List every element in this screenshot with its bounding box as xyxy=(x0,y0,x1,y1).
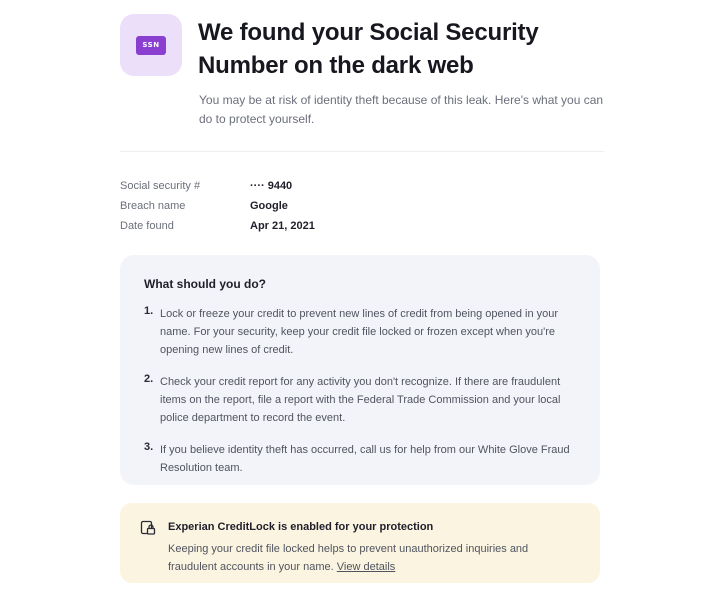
detail-label: Social security # xyxy=(120,180,201,192)
creditlock-text xyxy=(168,540,578,576)
step-number: 3. xyxy=(144,441,154,453)
detail-label: Date found xyxy=(120,220,174,232)
step-text: If you believe identity theft has occurred, call us for help from our White Glove Fraud Resolution team. xyxy=(160,444,570,474)
guidance-steps xyxy=(144,305,576,477)
page-subtitle: You may be at risk of identity theft because of this leak. Here's what you can do to protect yourself. xyxy=(199,93,604,126)
page-title: We found your Social Security Number on the dark web xyxy=(198,19,539,79)
guidance-heading: What should you do? xyxy=(144,277,266,291)
step-number: 1. xyxy=(144,305,154,317)
detail-value: Apr 21, 2021 xyxy=(250,220,315,232)
guidance-step xyxy=(144,305,576,359)
creditlock-description: Keeping your credit file locked helps to prevent unauthorized inquiries and fraudulent accounts in your name. xyxy=(168,543,529,573)
lock-icon xyxy=(140,520,156,536)
creditlock-banner xyxy=(120,503,600,583)
breach-details xyxy=(120,176,480,236)
step-number: 2. xyxy=(144,373,154,385)
guidance-step xyxy=(144,441,576,477)
ssn-icon-label: SSN xyxy=(142,41,160,49)
detail-label: Breach name xyxy=(120,200,186,212)
view-details-link[interactable]: View details xyxy=(336,561,396,573)
step-text: Lock or freeze your credit to prevent new lines of credit from being opened in your name. For your security, keep your credit file locked or frozen except when you're opening new lines of credit. xyxy=(160,308,559,356)
ssn-card-icon xyxy=(120,14,182,76)
detail-row-breach-name xyxy=(120,196,480,216)
guidance-step xyxy=(144,373,576,427)
guidance-panel xyxy=(120,255,600,485)
detail-value: ···· 9440 xyxy=(250,180,293,192)
divider xyxy=(120,151,604,152)
detail-row-date-found xyxy=(120,216,480,236)
detail-value: Google xyxy=(250,200,288,212)
detail-row-ssn xyxy=(120,176,480,196)
creditlock-title: Experian CreditLock is enabled for your protection xyxy=(168,521,434,533)
step-text: Check your credit report for any activity you don't recognize. If there are fraudulent items on the report, file a report with the Federal Trade Commission and your local police department to record the event. xyxy=(160,376,561,424)
